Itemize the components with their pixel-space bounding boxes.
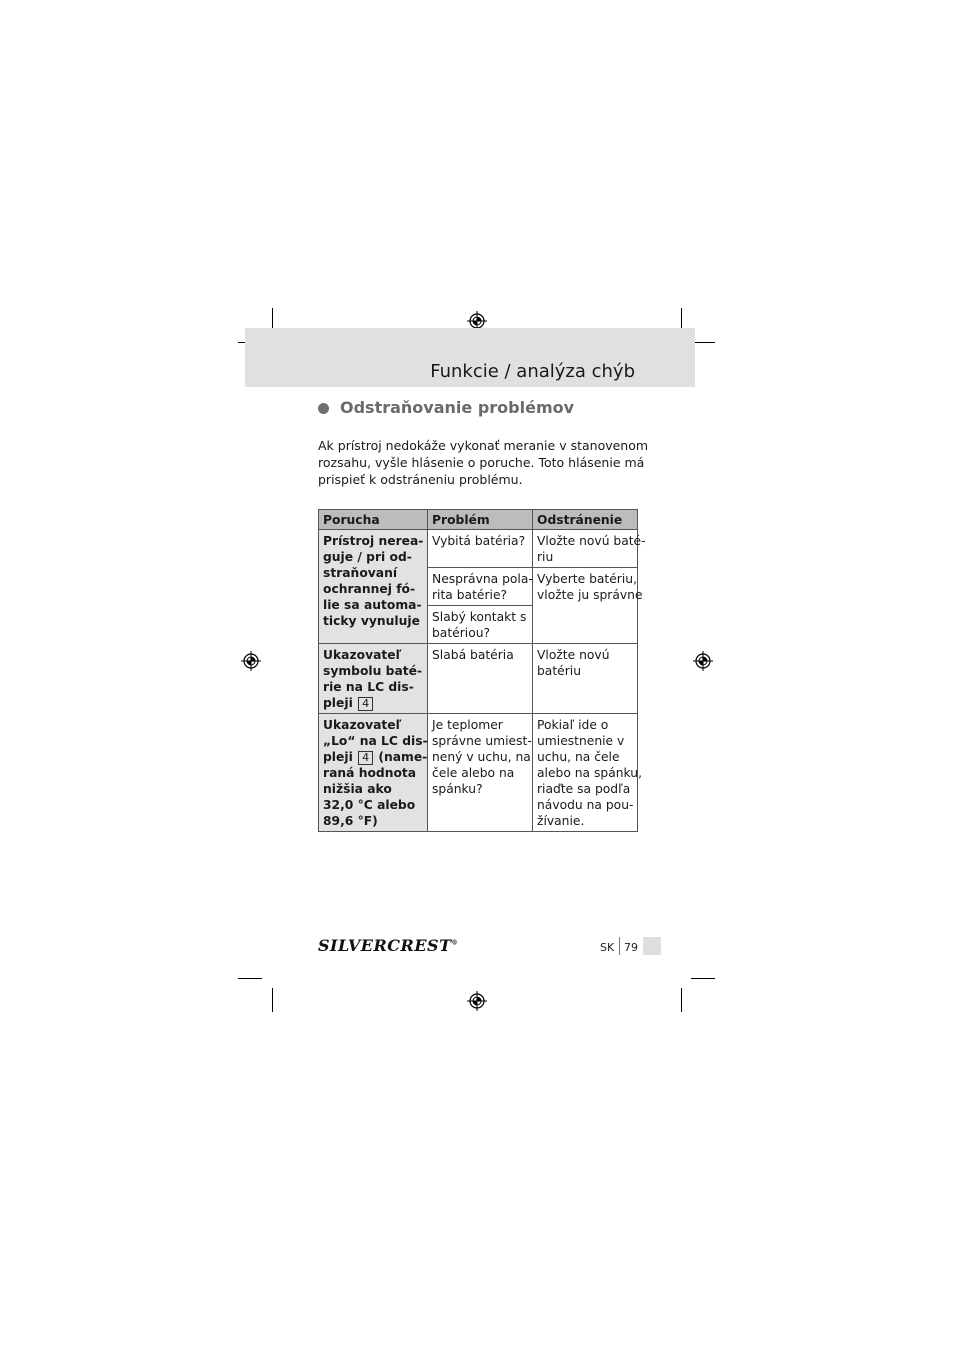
cell-line: Nesprávna pola- xyxy=(432,572,533,586)
cell-line: správne umiest- xyxy=(432,734,532,748)
cell-line: 32,0 °C alebo xyxy=(323,798,416,812)
cell-line: umiestnenie v xyxy=(537,734,625,748)
cell-line: Vyberte batériu, xyxy=(537,572,637,586)
cell-line: nený v uchu, na xyxy=(432,750,531,764)
solution-cell xyxy=(533,530,646,568)
cell-line xyxy=(323,749,428,765)
solution-cell xyxy=(533,714,642,832)
cell-line: Pokiaľ ide o xyxy=(537,718,609,732)
language-code: SK xyxy=(600,941,615,954)
reference-number: 4 xyxy=(358,751,373,765)
problem-cell xyxy=(428,530,533,568)
column-header-solution: Odstránenie xyxy=(533,510,638,530)
brand-logo xyxy=(318,936,458,955)
problem-cell xyxy=(428,568,533,606)
column-header-fault: Porucha xyxy=(319,510,428,530)
registration-mark-icon xyxy=(693,651,713,671)
solution-cell xyxy=(533,644,638,714)
cell-line: spánku? xyxy=(432,782,483,796)
cell-line: ticky vynuluje xyxy=(323,614,420,628)
table-row xyxy=(319,714,638,832)
table-row xyxy=(319,530,638,568)
registration-mark-icon xyxy=(241,651,261,671)
cell-text: pleji xyxy=(323,750,353,764)
cell-line: návodu na pou- xyxy=(537,798,634,812)
intro-paragraph xyxy=(318,437,649,488)
cell-line: riu xyxy=(537,550,554,564)
cell-line: žívanie. xyxy=(537,814,585,828)
crop-mark xyxy=(238,978,262,979)
crop-mark xyxy=(681,988,682,1012)
cell-line xyxy=(323,695,423,711)
cell-line: Vložte novú baté- xyxy=(537,534,646,548)
cell-line: nižšia ako xyxy=(323,782,392,796)
cell-line: vložte ju správne xyxy=(537,588,643,602)
cell-line: lie sa automa- xyxy=(323,598,422,612)
registration-mark-icon xyxy=(467,991,487,1011)
column-header-problem: Problém xyxy=(428,510,533,530)
fault-cell xyxy=(319,644,428,714)
troubleshooting-table xyxy=(318,509,646,832)
cell-line: 89,6 °F) xyxy=(323,814,378,828)
cell-line: raná hodnota xyxy=(323,766,417,780)
cell-line: Je teplomer xyxy=(432,718,503,732)
reference-number: 4 xyxy=(358,697,373,711)
crop-mark xyxy=(691,978,715,979)
table-header-row xyxy=(319,510,638,530)
header-band xyxy=(245,328,695,387)
fault-cell xyxy=(319,714,428,832)
cell-line: alebo na spánku, xyxy=(537,766,642,780)
cell-line: Ukazovateľ xyxy=(323,648,402,662)
page-number: 79 xyxy=(624,941,638,954)
fault-cell xyxy=(319,530,428,644)
problem-cell xyxy=(428,714,533,832)
page-tab xyxy=(643,937,661,955)
cell-line: Prístroj nerea- xyxy=(323,534,424,548)
brand-name: SILVERCREST xyxy=(318,936,452,955)
intro-line: prispieť k odstráneniu problému. xyxy=(318,472,523,487)
cell-line: Slabý kontakt s xyxy=(432,610,527,624)
cell-line: Ukazovateľ xyxy=(323,718,402,732)
crop-mark xyxy=(272,988,273,1012)
cell-line: uchu, na čele xyxy=(537,750,620,764)
cell-line: symbolu baté- xyxy=(323,664,423,678)
cell-line: Vložte novú xyxy=(537,648,610,662)
cell-line: ochrannej fó- xyxy=(323,582,416,596)
cell-line: čele alebo na xyxy=(432,766,515,780)
cell-line: guje / pri od- xyxy=(323,550,412,564)
page-title: Funkcie / analýza chýb xyxy=(430,361,635,382)
solution-cell xyxy=(533,568,643,644)
problem-cell xyxy=(428,606,533,644)
cell-line: Slabá batéria xyxy=(432,648,514,662)
cell-line: „Lo“ na LC dis- xyxy=(323,734,428,748)
cell-line: riaďte sa podľa xyxy=(537,782,631,796)
cell-line: rita batérie? xyxy=(432,588,508,602)
table-row xyxy=(319,644,638,714)
cell-line: rie na LC dis- xyxy=(323,680,414,694)
cell-line: Vybitá batéria? xyxy=(432,534,526,548)
section-heading: Odstraňovanie problémov xyxy=(340,398,575,417)
cell-line: batériou? xyxy=(432,626,491,640)
cell-text: (name- xyxy=(378,750,428,764)
cell-line: straňovaní xyxy=(323,566,398,580)
problem-cell xyxy=(428,644,533,714)
page-divider xyxy=(619,937,620,955)
cell-text: pleji xyxy=(323,696,353,710)
intro-line: Ak prístroj nedokáže vykonať meranie v stanovenom xyxy=(318,438,649,453)
brand-mark: ® xyxy=(451,939,458,947)
bullet-icon xyxy=(318,403,329,414)
cell-line: batériu xyxy=(537,664,581,678)
intro-line: rozsahu, vyšle hlásenie o poruche. Toto hlásenie má xyxy=(318,455,645,470)
